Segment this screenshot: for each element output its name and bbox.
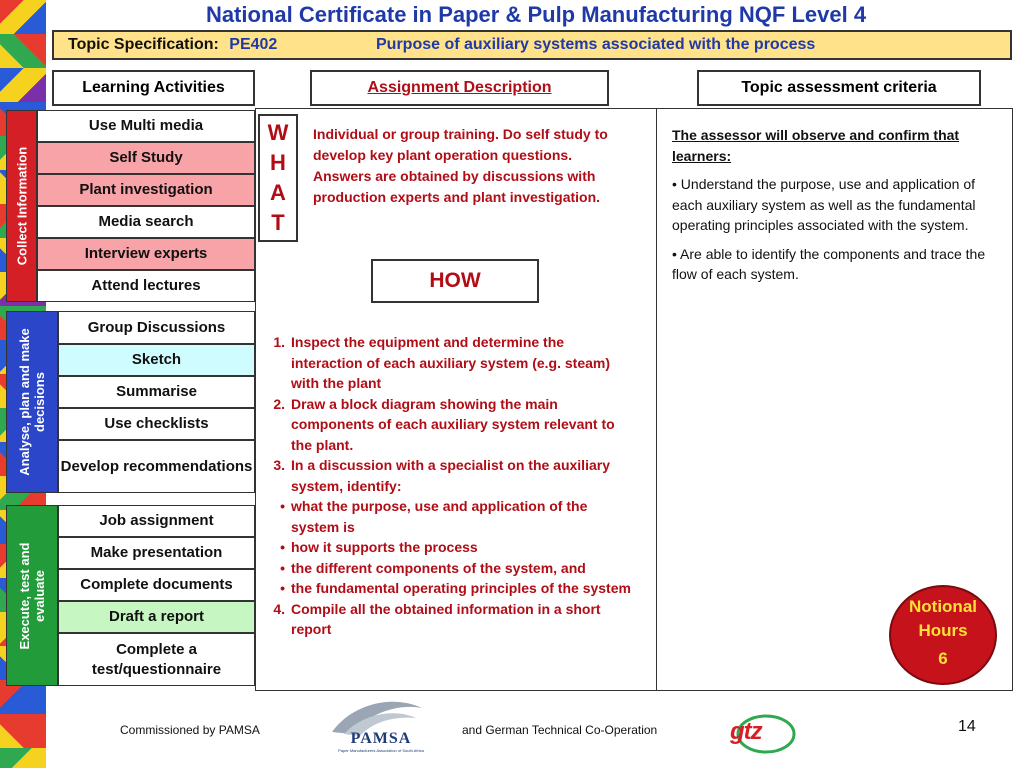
list-item: • what the purpose, use and application of the system is [280,498,588,535]
gtz-logo-text: gtz [730,718,762,745]
activity-group-discussions: Group Discussions [58,311,255,344]
pamsa-logo-sub: Paper Manufacturers Association of South Africa [338,748,424,753]
criteria-heading: The assessor will observe and confirm that learners: [672,127,960,164]
assessment-criteria [672,125,997,293]
how-steps-list [264,332,636,640]
activity-summarise: Summarise [58,376,255,408]
list-item: 3. In a discussion with a specialist on the auxiliary system, identify: [273,457,610,494]
gtz-logo [726,712,796,756]
list-item: 2. Draw a block diagram showing the main components of each auxiliary system relevant to the plant. [273,395,615,453]
group-label-collect-information: Collect Information [6,110,37,302]
activity-use-multi-media: Use Multi media [37,110,255,142]
list-item: 1. Inspect the equipment and determine the interaction of each auxiliary system (e.g. steam) with the plant [273,334,611,391]
criteria-item: • Are able to identify the components and trace the flow of each system. [672,245,986,282]
activity-complete-documents: Complete documents [58,569,255,601]
topic-specification-bar [52,30,1012,60]
group-label-analyse-plan: Analyse, plan and make decisions [6,311,58,493]
topic-label: Topic Specification: [68,36,219,53]
what-description: Individual or group training. Do self study to develop key plant operation questions. Answers are obtained by discussions with production experts and plant investigation. [313,126,608,205]
footer-commissioned: Commissioned by PAMSA [120,723,260,737]
topic-purpose: Purpose of auxiliary systems associated with the process [376,36,816,53]
assignment-description-header: Assignment Description [310,70,609,106]
activity-use-checklists: Use checklists [58,408,255,440]
activity-self-study: Self Study [37,142,255,174]
activity-interview-experts: Interview experts [37,238,255,270]
topic-assessment-header: Topic assessment criteria [697,70,981,106]
topic-code: PE402 [229,36,278,53]
pamsa-logo-text: PAMSA [350,730,412,747]
activity-develop-recommendations: Develop recommendations [58,440,255,493]
notional-hours-badge: Notional Hours 6 [889,585,997,685]
activity-media-search: Media search [37,206,255,238]
activity-sketch: Sketch [58,344,255,376]
list-item: 4. Compile all the obtained information in a short report [273,600,601,637]
learning-activities-header: Learning Activities [52,70,255,106]
page-number: 14 [958,718,976,735]
column-divider [656,108,657,691]
group-label-execute-test: Execute, test and evaluate [6,505,58,686]
list-item: • the different components of the system, and [280,559,586,576]
page-title: National Certificate in Paper & Pulp Manufacturing NQF Level 4 [205,2,867,27]
criteria-item: • Understand the purpose, use and application of each auxiliary system as well as the fundamental operating principles associated with the system. [672,176,976,233]
activity-complete-test: Complete a test/questionnaire [58,633,255,686]
pamsa-logo [322,694,440,758]
footer-partner: and German Technical Co-Operation [462,723,658,737]
activity-job-assignment: Job assignment [58,505,255,537]
activity-attend-lectures: Attend lectures [37,270,255,302]
list-item: • the fundamental operating principles of the system [280,580,631,596]
activity-plant-investigation: Plant investigation [37,174,255,206]
activity-make-presentation: Make presentation [58,537,255,569]
how-box: HOW [371,259,539,303]
list-item: • how it supports the process [280,539,478,555]
activity-draft-report: Draft a report [58,601,255,633]
what-box: W H A T [258,114,298,242]
